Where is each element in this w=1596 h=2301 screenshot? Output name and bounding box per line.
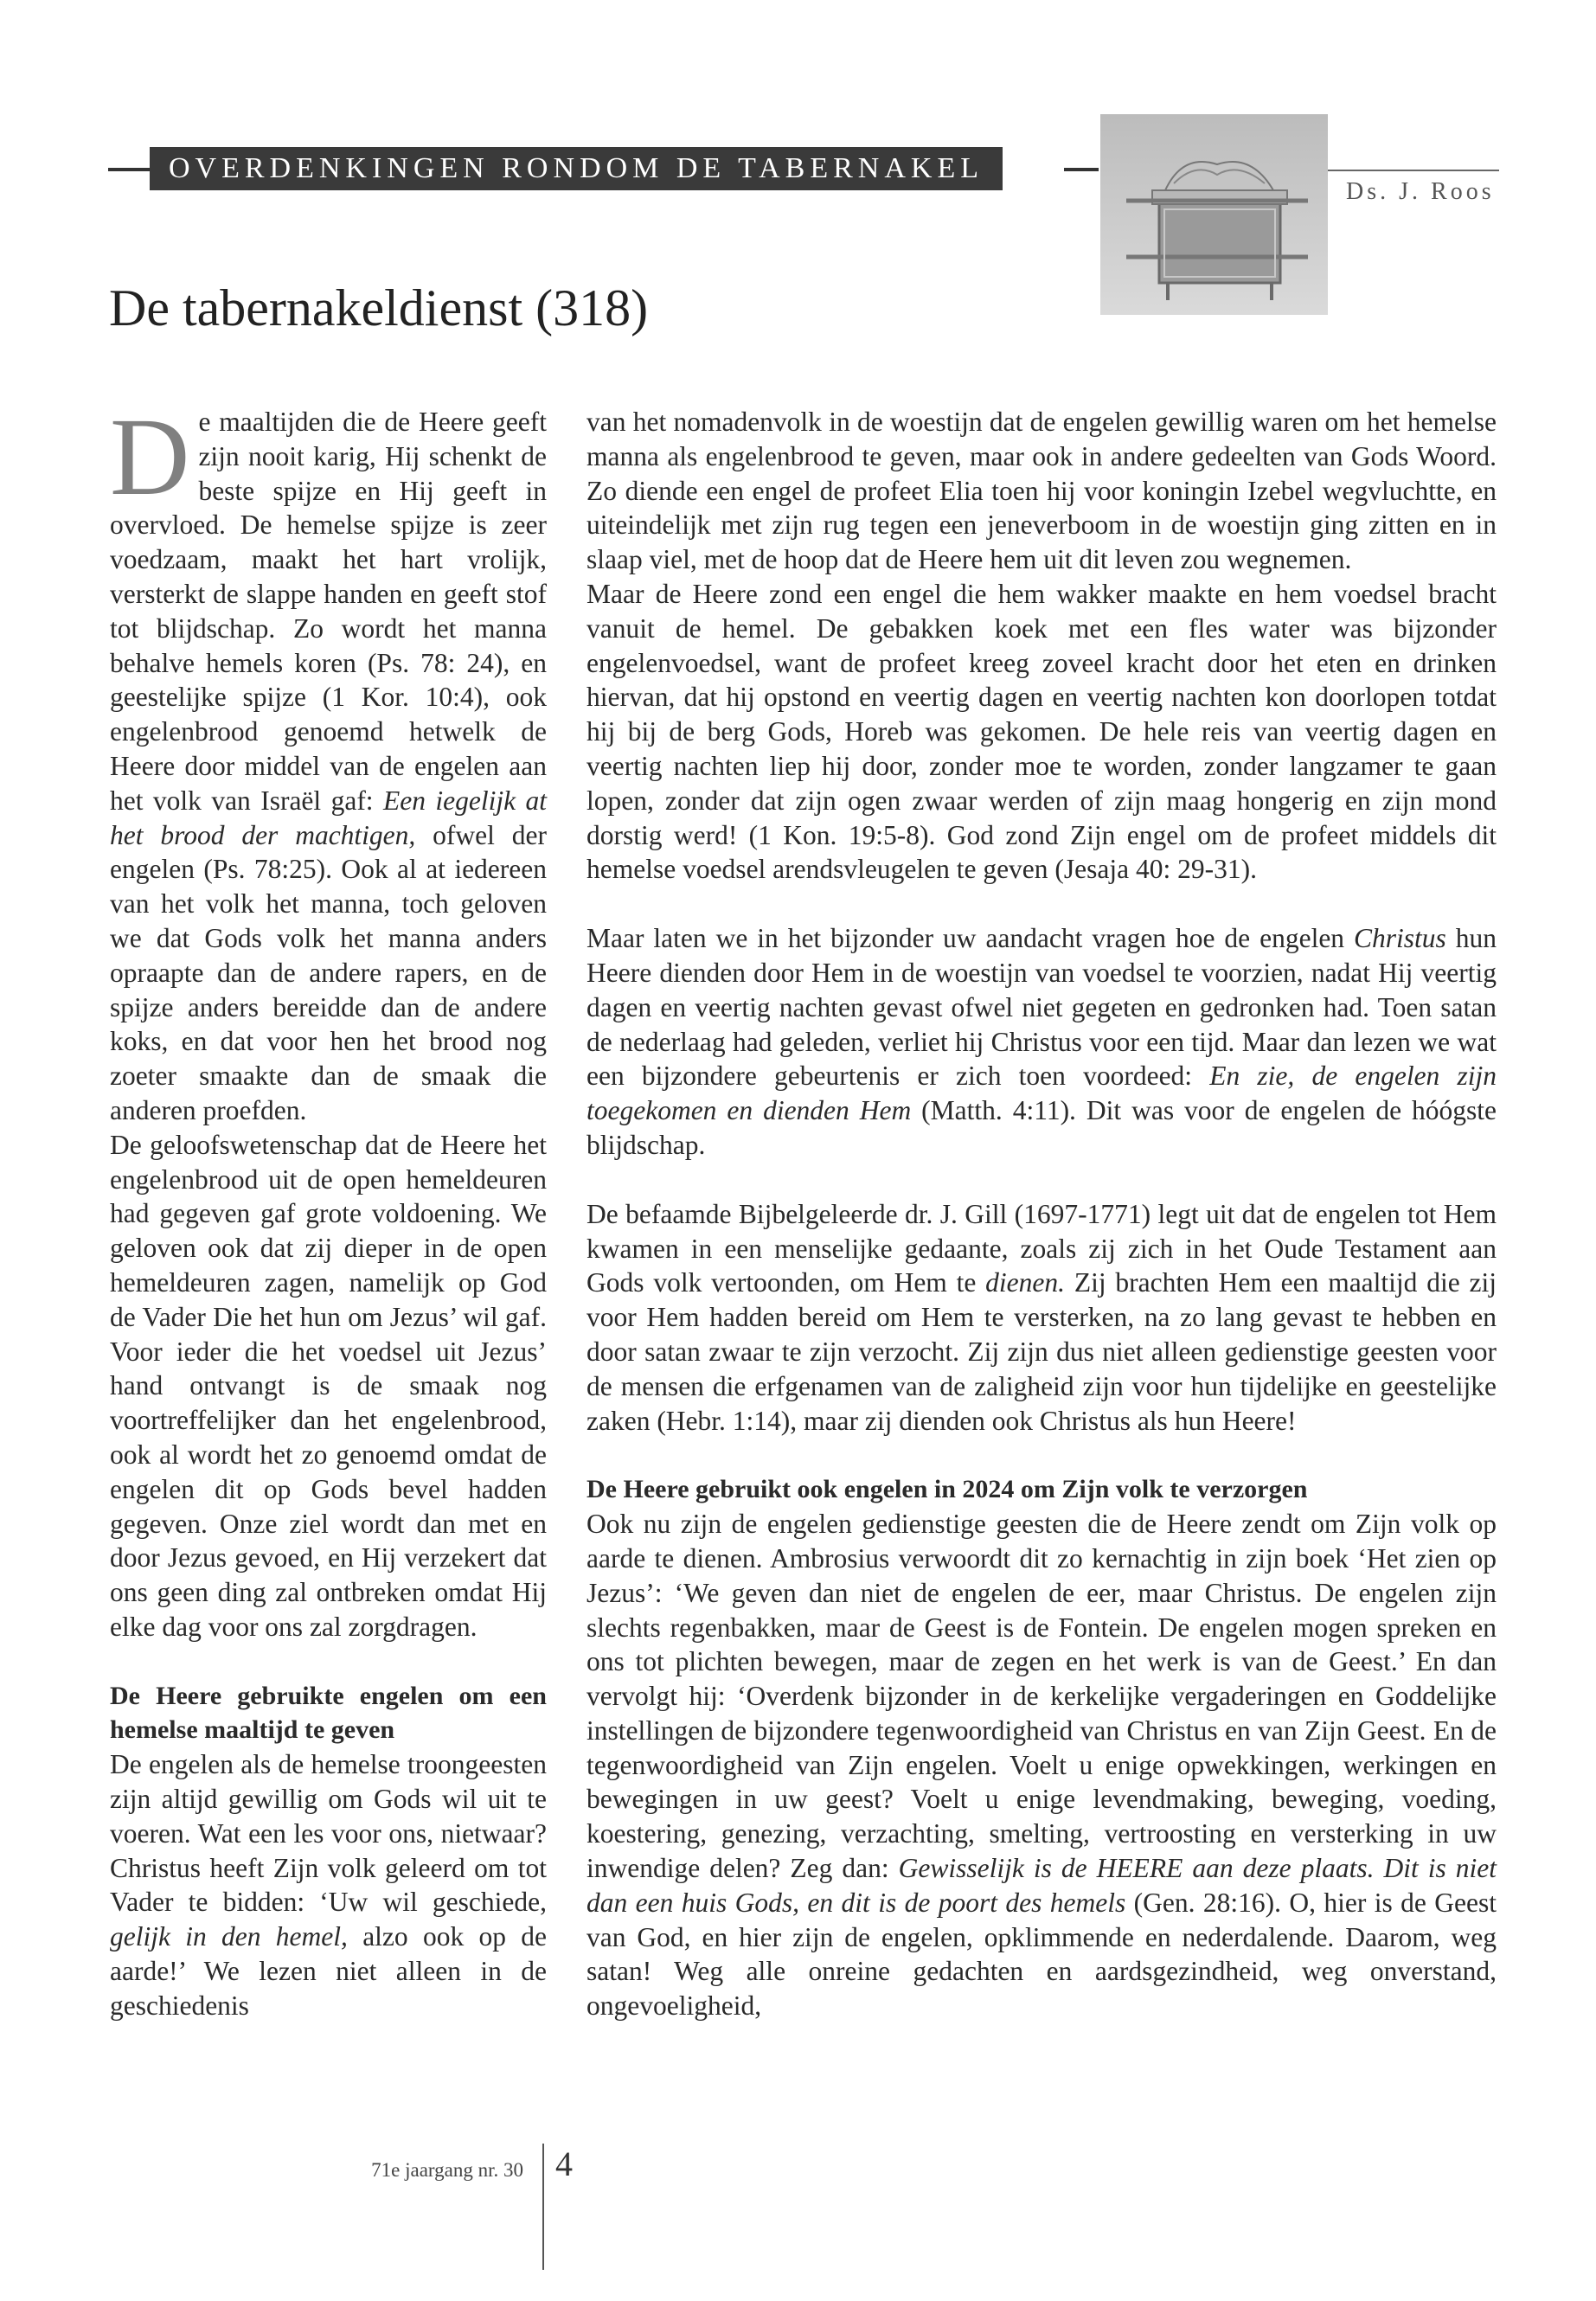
paragraph: De geloofswetenschap dat de Heere het engelenbrood uit de open hemeldeuren had gegeven gaf grote voldoening. We geloven ook dat zij dieper in de open hemeldeuren zagen, namelijk op God de Vader Die het hun om Jezus’ wil gaf. Voor ieder die het voedsel uit Jezus’ hand ontvangt is de smaak nog voortreffelijker dan het engelenbrood, ook al wordt het zo genoemd omdat de engelen dit op Gods bevel hadden gegeven. Onze ziel wordt dan met en door Jezus gevoed, en Hij verzekert dat ons geen ding zal ontbreken omdat Hij elke dag voor ons zal zorgdragen. [110, 1129, 547, 1642]
paragraph: De maaltijden die de Heere geeft zijn nooit karig, Hij schenkt de beste spijze en Hij geeft in overvloed. De hemelse spijze is zeer voedzaam, maakt het hart vrolijk, versterkt de slappe handen en geeft stof tot blijdschap. Zo wordt het manna behalve hemels koren (Ps. 78: 24), en geestelijke spijze (1 Kor. 10:4), ook engelenbrood genoemd hetwelk de Heere door middel van de engelen aan het volk van Israël gaf: Een iegelijk at het brood der machtigen, ofwel der engelen (Ps. 78:25). Ook al at iedereen van het volk het manna, toch geloven we dat Gods volk het manna anders opraapte dan de andere rapers, en de spijze anders bereidde dan de andere koks, en dat voor hen het brood nog zoeter smaakte dan de smaak die anderen proefden. [110, 395, 547, 1125]
byline-rule [1328, 170, 1499, 171]
paragraph: Maar de Heere zond een engel die hem wakker maakte en hem voedsel bracht vanuit de hemel. De gebakken koek met een fles water was bijzonder engelenvoedsel, want de profeet kreeg zoveel kracht door het eten en drinken hiervan, dat hij opstond en veertig dagen en veertig nachten kon doorlopen totdat hij bij de berg Gods, Horeb was gekomen. De hele reis van veertig dagen en veertig nachten liep hij door, zonder moe te worden, zonder langzamer te gaan lopen, zonder dat zijn ogen zwaar werden of zijn maag hongerig en zijn mond dorstig werd! (1 Kon. 19:5-8). God zond Zijn engel om de profeet middels dit hemelse voedsel arendsvleugelen te geven (Jesaja 40: 29-31). [586, 578, 1497, 885]
series-header [108, 147, 1055, 192]
paragraph: Maar laten we in het bijzonder uw aandacht vragen hoe de engelen Christus hun Heere dienden door Hem in de woestijn van voedsel te voorzien, nadat Hij veertig dagen en veertig nachten gevast ofwel niet gegeten en gedronken had. Toen satan de nederlaag had geleden, verliet hij Christus voor een tijd. Maar dan lezen we wat een bijzondere gebeurtenis er zich toen voordeed: En zie, de engelen zijn toegekomen en dienden Hem (Matth. 4:11). Dit was voor de engelen de hóógste blijdschap. [586, 923, 1497, 1160]
author-byline: Ds. J. Roos [1346, 178, 1495, 205]
section-heading: De Heere gebruikt ook engelen in 2024 om Zijn volk te verzorgen [586, 1475, 1308, 1504]
drop-cap: D [110, 395, 190, 518]
volume-info: 71e jaargang nr. 30 [371, 2159, 523, 2181]
paragraph: De engelen als de hemelse troongeesten zijn altijd gewillig om Gods wil uit te voeren. Wat een les voor ons, nietwaar? Christus heeft Zijn volk geleerd om tot Vader te bidden: ‘Uw wil geschiede, gelijk in den hemel, alzo ook op de aarde!’ We lezen niet alleen in de geschiedenis [110, 1749, 547, 2021]
ark-of-covenant-photo [1100, 114, 1328, 315]
column-left [110, 395, 547, 2023]
page-number: 4 [555, 2144, 573, 2183]
paragraph: De befaamde Bijbelgeleerde dr. J. Gill (1697-1771) legt uit dat de engelen tot Hem kwamen in een menselijke gedaante, zoals zij zich in het Oude Testament aan Gods volk vertoonden, om Hem te dienen. Zij brachten Hem een maaltijd die zij voor Hem hadden bereid om Hem te versterken, na zo lang gevast te hebben en door satan zwaar te zijn verzocht. Zij zijn dus niet alleen gedienstige geesten voor de mensen die erfgenamen van de zaligheid zijn voor hun tijdelijke en geestelijke zaken (Hebr. 1:14), maar zij dienden ook Christus als hun Heere! [586, 1198, 1497, 1436]
header-rule-right [1064, 168, 1099, 171]
paragraph: Ook nu zijn de engelen gedienstige geesten die de Heere zendt om Zijn volk op aarde te dienen. Ambrosius verwoordt dit zo kernachtig in zijn boek ‘Het zien op Jezus’: ‘We geven dan niet de engelen de eer, maar Christus. De engelen zijn slechts regenbakken, maar de Geest is de Fontein. De engelen mogen spreken en ons tot plichten bewegen, maar de zegen en het werk is van de Geest.’ En dan vervolgt hij: ‘Overdenk bijzonder in de kerkelijke vergaderingen en Goddelijke instellingen de bijzondere tegenwoordigheid van Christus en van Zijn Geest. En de tegenwoordigheid van Zijn engelen. Voelt u enige opwekkingen, werkingen en bewegingen in uw geest? Voelt u enige levendmaking, beweging, voeding, koestering, genezing, verzachting, smelting, vertroosting en versterking in uw inwendige delen? Zeg dan: Gewisselijk is de HEERE aan deze plaats. Dit is niet dan een huis Gods, en dit is de poort des hemels (Gen. 28:16). O, hier is de Geest van God, en hier zijn de engelen, opklimmende en nederdalende. Daarom, weg satan! Weg alle onreine gedachten en aardsgezindheid, weg onverstand, ongevoeligheid, [586, 1509, 1497, 2022]
header-rule-left [108, 168, 150, 171]
paragraph: van het nomadenvolk in de woestijn dat de engelen gewillig waren om het hemelse manna als engelenbrood te geven, maar ook in andere gedeelten van Gods Woord. Zo diende een engel de profeet Elia toen hij voor koningin Izebel wegvluchtte, en uiteindelijk met zijn rug tegen een jeneverboom in de woestijn ging zitten en in slaap viel, met de hoop dat de Heere hem uit dit leven zou wegnemen. [586, 407, 1497, 575]
series-title: OVERDENKINGEN RONDOM DE TABERNAKEL [150, 147, 1003, 190]
footer-divider [542, 2144, 544, 2270]
column-right [586, 405, 1497, 2023]
section-heading: De Heere gebruikte engelen om een hemelse maaltijd te geven [110, 1681, 547, 1745]
article-title: De tabernakeldienst (318) [109, 279, 649, 336]
